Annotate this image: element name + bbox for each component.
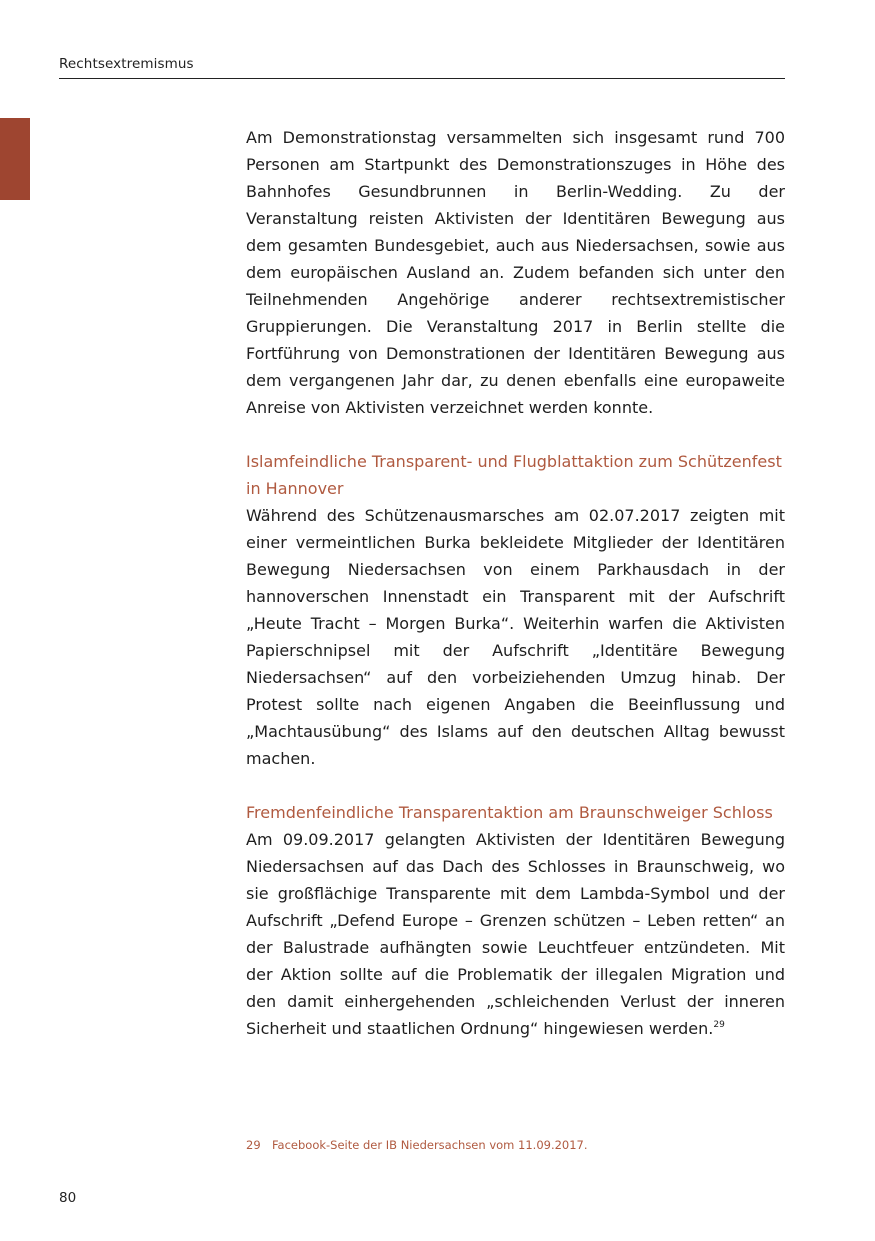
footnote-text: Facebook-Seite der IB Niedersachsen vom 11.09.2017.: [272, 1138, 588, 1152]
spacer: [246, 772, 785, 799]
section-heading-braunschweig: Fremdenfeindliche Transparentaktion am Braunschweiger Schloss: [246, 803, 773, 822]
running-header: Rechtsextremismus: [59, 56, 194, 72]
section-paragraph-braunschweig-text: Am 09.09.2017 gelangten Aktivisten der Identitären Bewegung Niedersachsen auf das Dach des Schlosses in Braunschweig, wo sie großflächige Transparente mit dem Lambda-Symbol und der Aufschrift „Defend Europe – Grenzen schützen – Leben retten“ an der Balustrade aufhängten sowie Leuchtfeuer entzündeten. Mit der Aktion sollte auf die Problematik der illegalen Migration und den damit einhergehenden „schleichenden Verlust der inneren Sicherheit und staatlichen Ordnung“ hingewiesen werden.: [246, 830, 785, 1038]
section-paragraph-hannover: Während des Schützenausmarsches am 02.07.2017 zeigten mit einer vermeintlichen Burka bekleidete Mitglieder der Identitären Bewegung Niedersachsen von einem Parkhausdach in der hannoverschen Innenstadt ein Transparent mit der Aufschrift „Heute Tracht – Morgen Burka“. Weiterhin warfen die Aktivisten Papierschnipsel mit der Aufschrift „Identitäre Bewegung Niedersachsen“ auf den vorbeiziehenden Umzug hinab. Der Protest sollte nach eigenen Angaben die Beeinflussung und „Machtausübung“ des Islams auf den deutschen Alltag bewusst machen.: [246, 506, 785, 768]
intro-paragraph: Am Demonstrationstag versammelten sich insgesamt rund 700 Personen am Startpunkt des Demonstrationszuges in Höhe des Bahnhofes Gesundbrunnen in Berlin-Wedding. Zu der Veranstaltung reisten Aktivisten der Identitären Bewegung aus dem gesamten Bundesgebiet, auch aus Niedersachsen, sowie aus dem europäischen Ausland an. Zudem befanden sich unter den Teilnehmenden Angehörige anderer rechtsextremistischer Gruppierungen. Die Veranstaltung 2017 in Berlin stellte die Fortführung von Demonstrationen der Identitären Bewegung aus dem vergangenen Jahr dar, zu denen ebenfalls eine europaweite Anreise von Aktivisten verzeichnet werden konnte.: [246, 128, 785, 417]
header-rule: [59, 78, 785, 79]
footnote: [246, 1138, 588, 1152]
spacer: [246, 421, 785, 448]
chapter-side-tab: [0, 118, 30, 200]
main-content: [246, 124, 785, 1042]
footnote-reference[interactable]: 29: [713, 1019, 725, 1030]
section-paragraph-braunschweig: [246, 826, 785, 1042]
footnote-number: 29: [246, 1138, 261, 1152]
section-heading-hannover: Islamfeindliche Transparent- und Flugblattaktion zum Schützenfest in Hannover: [246, 452, 782, 498]
page-number: 80: [59, 1190, 77, 1206]
